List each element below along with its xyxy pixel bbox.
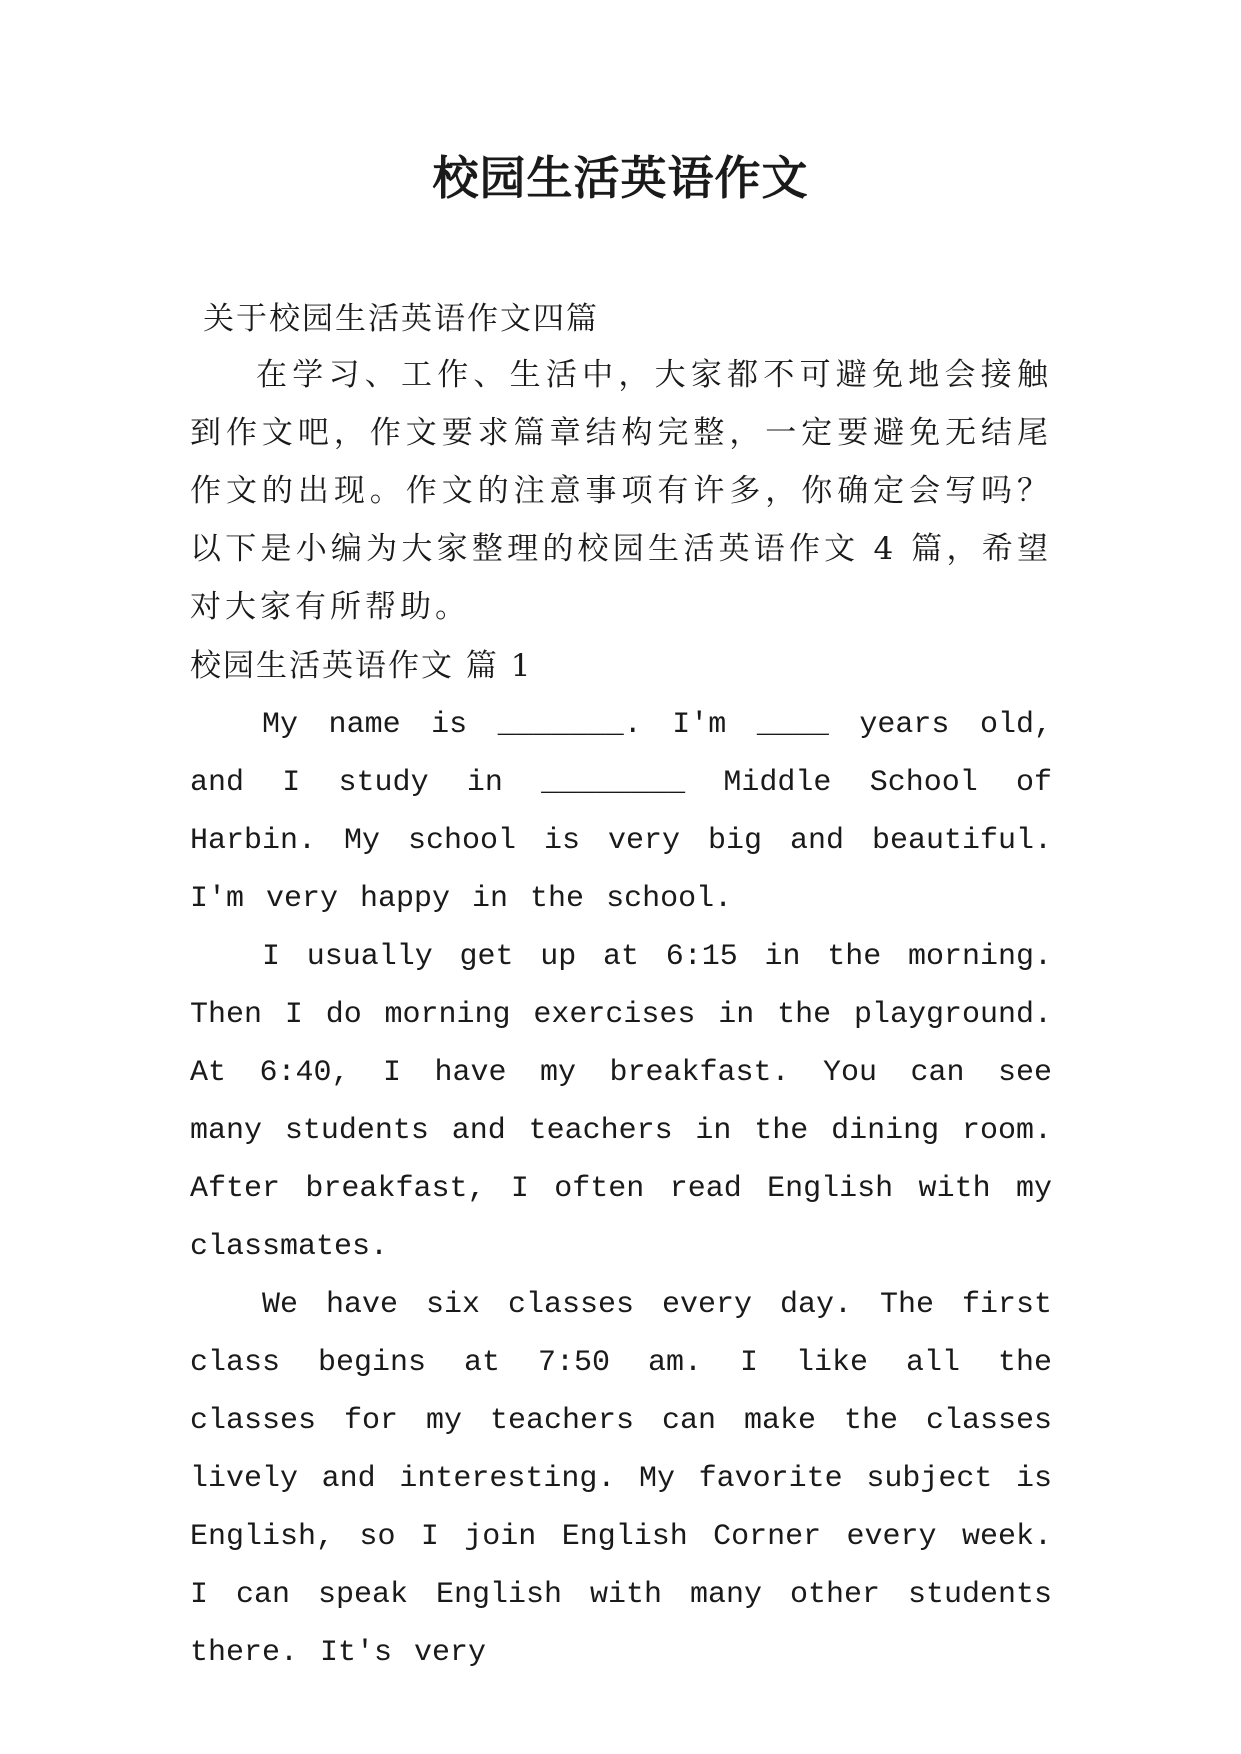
essay-paragraph: I usually get up at 6:15 in the morning. Then I do morning exercises in the playground. At 6:40, I have my breakfast. You can see many students and teachers in the dining room. After breakfast, I often read English with my classmates.	[190, 940, 1052, 1264]
document-subtitle: 关于校园生活英语作文四篇	[203, 301, 599, 337]
document-title: 校园生活英语作文	[432, 151, 809, 205]
essay-paragraph: We have six classes every day. The first class begins at 7:50 am. I like all the classes for my teachers can make the classes lively and interesting. My favorite subject is English, so I join English Corner every week. I can speak English with many other students there. It's very	[190, 1288, 1052, 1670]
essay-body	[190, 696, 1052, 1682]
essay-paragraph: My name is _______. I'm ____ years old, and I study in ________ Middle School of Harbin. My school is very big and beautiful. I'm very happy in the school.	[190, 708, 1052, 916]
intro-paragraph: 在学习、工作、生活中，大家都不可避免地会接触到作文吧，作文要求篇章结构完整，一定要避免无结尾作文的出现。作文的注意事项有许多，你确定会写吗？以下是小编为大家整理的校园生活英语作文 4 篇，希望对大家有所帮助。	[190, 357, 1052, 625]
section-heading: 校园生活英语作文 篇 1	[190, 648, 533, 684]
